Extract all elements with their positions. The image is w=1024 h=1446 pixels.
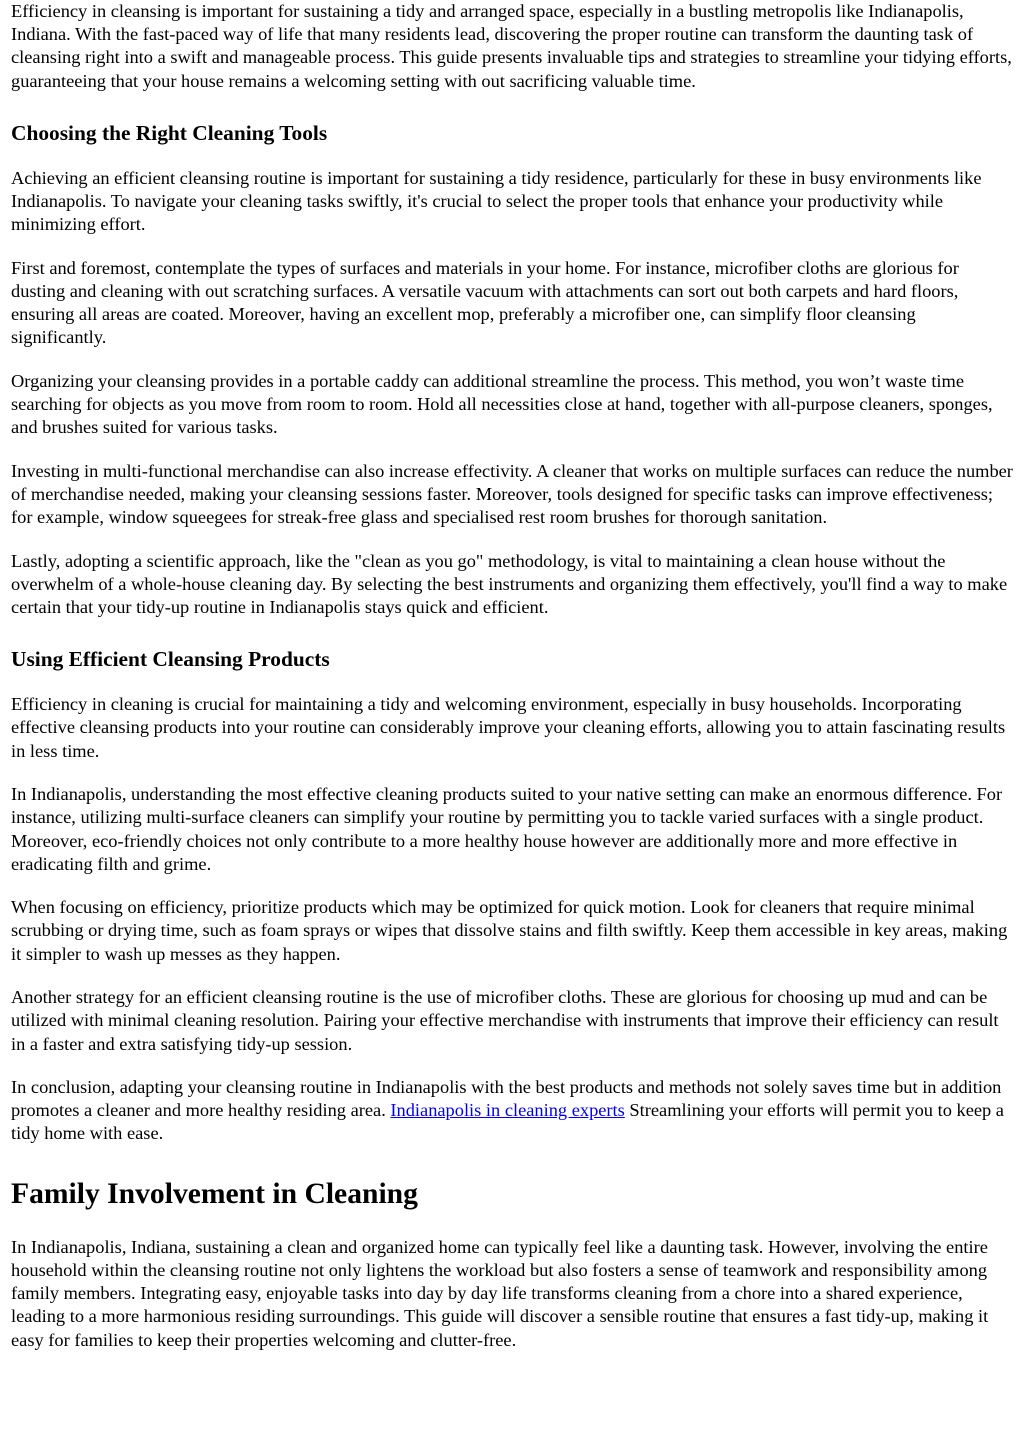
tools-paragraph: First and foremost, contemplate the types of surfaces and materials in your home. For instance, microfiber cloths are glorious for dusting and cleaning with out scratching surfaces. A versatile vacuum with attachments can sort out both carpets and hard floors, ensuring all areas are coated. Moreover, having an excellent mop, preferably a microfiber one, can simplify floor cleansing significantly. bbox=[11, 257, 959, 348]
products-paragraph: In Indianapolis, understanding the most effective cleaning products suited to your native setting can make an enormous difference. For instance, utilizing multi-surface cleaners can simplify your routine by permitting you to tackle varied surfaces with a single product. Moreover, eco-friendly choices not only contribute to a more healthy house however are additionally more and more effective in eradicating filth and grime. bbox=[11, 784, 1003, 874]
products-paragraph: Efficiency in cleaning is crucial for maintaining a tidy and welcoming environment, especially in busy households. Incorporating effective cleansing products into your routine can considerably improve your cleaning efforts, allowing you to attain fascinating results in less time. bbox=[11, 694, 1006, 761]
products-paragraph: When focusing on efficiency, prioritize products which may be optimized for quick motion. Look for cleaners that require minimal scrubbing or drying time, such as foam sprays or wipes that dissolve stains and filth swiftly. Keep them accessible in key areas, making it simpler to wash up messes as they happen. bbox=[11, 897, 1008, 964]
tools-paragraph: Achieving an efficient cleansing routine is important for sustaining a tidy residence, particularly for these in busy environments like Indianapolis. To navigate your cleaning tasks swiftly, it's crucial to select the proper tools that enhance your productivity while minimizing effort. bbox=[11, 167, 982, 235]
intro-paragraph: Efficiency in cleansing is important for sustaining a tidy and arranged space, especially in a bustling metropolis like Indianapolis, Indiana. With the fast-paced way of life that many residents lead, discovering the proper routine can transform the daunting task of cleansing right into a swift and manageable process. This guide presents invaluable tips and strategies to streamline your tidying efforts, guaranteeing that your house remains a welcoming setting with out sacrificing valuable time. bbox=[11, 1, 1012, 91]
conclusion-text-before: In conclusion, adapting your cleansing routine in Indianapolis with the best products and methods not solely saves time but in addition promotes a cleaner and more healthy residing area. bbox=[11, 1077, 1002, 1121]
conclusion-text-after: Streamlining your efforts will permit you to keep a tidy home with ease. bbox=[11, 1100, 1004, 1144]
main-heading-family: Family Involvement in Cleaning bbox=[11, 1177, 418, 1210]
section-heading-tools: Choosing the Right Cleaning Tools bbox=[11, 120, 328, 145]
conclusion-paragraph bbox=[11, 1076, 1014, 1146]
tools-paragraph: Lastly, adopting a scientific approach, like the "clean as you go" methodology, is vital to maintaining a clean house without the overwhelm of a whole-house cleaning day. By selecting the best instruments and organizing them effectively, you'll find a way to make certain that your tidy-up routine in Indianapolis stays quick and efficient. bbox=[11, 550, 1008, 618]
section-heading-products: Using Efficient Cleansing Products bbox=[11, 647, 330, 672]
cleaning-experts-link[interactable]: Indianapolis in cleaning experts bbox=[390, 1100, 625, 1121]
products-paragraph: Another strategy for an efficient cleansing routine is the use of microfiber cloths. These are glorious for choosing up mud and can be utilized with minimal cleaning resolution. Pairing your effective merchandise with instruments that improve their efficiency can result in a faster and extra satisfying tidy-up session. bbox=[11, 987, 999, 1054]
family-paragraph: In Indianapolis, Indiana, sustaining a clean and organized home can typically feel like a daunting task. However, involving the entire household within the cleansing routine not only lightens the workload but also fosters a sense of teamwork and responsibility among family members. Integrating easy, enjoyable tasks into day by day life transforms cleaning from a chore into a shared experience, leading to a more harmonious residing surroundings. This guide will discover a sensible routine that ensures a fast tidy-up, making it easy for families to keep their properties welcoming and clutter-free. bbox=[11, 1236, 989, 1350]
tools-paragraph: Organizing your cleansing provides in a portable caddy can additional streamline the process. This method, you won’t waste time searching for objects as you move from room to room. Hold all necessities close at hand, together with all-purpose cleaners, sponges, and brushes suited for various tasks. bbox=[11, 370, 993, 438]
tools-paragraph: Investing in multi-functional merchandise can also increase effectivity. A cleaner that works on multiple surfaces can reduce the number of merchandise needed, making your cleansing sessions faster. Moreover, tools designed for specific tasks can improve effectiveness; for example, window squeegees for streak-free glass and specialised rest room brushes for thorough sanitation. bbox=[11, 460, 1013, 528]
